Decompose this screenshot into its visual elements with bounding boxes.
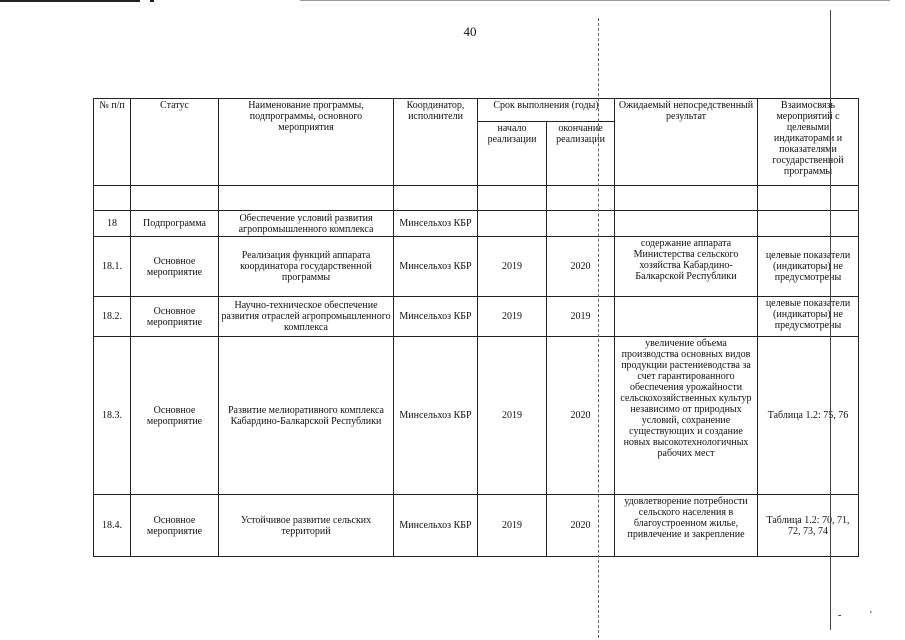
- spacer-row: [94, 186, 859, 211]
- header-row: [94, 99, 859, 122]
- row-name: Реализация функций аппарата координатора государственной программы: [219, 237, 394, 297]
- row-result: удовлетворение потребности сельского населения в благоустроенном жилье, привлечение и закрепление: [615, 495, 758, 557]
- table-row: [94, 337, 859, 495]
- table-row: [94, 495, 859, 557]
- spacer-cell: [615, 186, 758, 211]
- spacer-cell: [758, 186, 859, 211]
- spacer-cell: [131, 186, 219, 211]
- header-relation: Взаимосвязь мероприятий с целевыми индикаторами и показателями государственной программы: [758, 99, 859, 186]
- spacer-cell: [219, 186, 394, 211]
- row-end: 2020: [547, 337, 615, 495]
- top-rule-mark: [150, 0, 154, 2]
- spacer-cell: [478, 186, 547, 211]
- header-name: Наименование программы, подпрограммы, основного мероприятия: [219, 99, 394, 186]
- header-start: начало реализации: [478, 122, 547, 186]
- row-end: 2019: [547, 297, 615, 337]
- row-num: 18: [94, 211, 131, 237]
- row-result: [615, 297, 758, 337]
- row-end: 2020: [547, 495, 615, 557]
- row-end: 2020: [547, 237, 615, 297]
- header-result: Ожидаемый непосредственный результат: [615, 99, 758, 186]
- row-status: Основное мероприятие: [131, 237, 219, 297]
- row-start: 2019: [478, 297, 547, 337]
- row-status: Основное мероприятие: [131, 495, 219, 557]
- row-name: Обеспечение условий развития агропромышленного комплекса: [219, 211, 394, 237]
- row-status: Основное мероприятие: [131, 297, 219, 337]
- row-num: 18.4.: [94, 495, 131, 557]
- header-status: Статус: [131, 99, 219, 186]
- row-status: Основное мероприятие: [131, 337, 219, 495]
- row-relation: целевые показатели (индикаторы) не предусмотрены: [758, 237, 859, 297]
- top-rule-thin: [300, 0, 890, 1]
- row-relation: целевые показатели (индикаторы) не предусмотрены: [758, 297, 859, 337]
- row-start: 2019: [478, 237, 547, 297]
- row-relation: Таблица 1.2: 70, 71, 72, 73, 74: [758, 495, 859, 557]
- row-num: 18.3.: [94, 337, 131, 495]
- header-term: Срок выполнения (годы): [478, 99, 615, 122]
- header-coordinator: Координатор, исполнители: [394, 99, 478, 186]
- row-num: 18.1.: [94, 237, 131, 297]
- spacer-cell: [94, 186, 131, 211]
- row-start: [478, 211, 547, 237]
- row-result: содержание аппарата Министерства сельского хозяйства Кабардино-Балкарской Республики: [615, 237, 758, 297]
- row-status: Подпрограмма: [131, 211, 219, 237]
- table-row: [94, 211, 859, 237]
- row-end: [547, 211, 615, 237]
- program-table: [93, 98, 859, 557]
- scan-mark: ': [870, 610, 872, 621]
- row-coordinator: Минсельхоз КБР: [394, 237, 478, 297]
- header-end: окончание реализации: [547, 122, 615, 186]
- row-coordinator: Минсельхоз КБР: [394, 297, 478, 337]
- page-number: 40: [463, 24, 477, 39]
- scan-mark: -: [838, 610, 842, 621]
- row-num: 18.2.: [94, 297, 131, 337]
- row-relation: Таблица 1.2: 75, 76: [758, 337, 859, 495]
- spacer-cell: [394, 186, 478, 211]
- table-row: [94, 237, 859, 297]
- row-result: [615, 211, 758, 237]
- top-rule: [0, 0, 140, 2]
- row-name: Устойчивое развитие сельских территорий: [219, 495, 394, 557]
- row-start: 2019: [478, 495, 547, 557]
- row-start: 2019: [478, 337, 547, 495]
- row-name: Научно-техническое обеспечение развития отраслей агропромышленного комплекса: [219, 297, 394, 337]
- row-coordinator: Минсельхоз КБР: [394, 337, 478, 495]
- spacer-cell: [547, 186, 615, 211]
- row-result: увеличение объема производства основных видов продукции растениеводства за счет гарантированного обеспечения урожайности сельскохозяйственных культур независимо от природных условий, сохранение существующих и создание новых высокотехнологичных рабочих мест: [615, 337, 758, 495]
- header-num: № п/п: [94, 99, 131, 186]
- table-row: [94, 297, 859, 337]
- row-coordinator: Минсельхоз КБР: [394, 495, 478, 557]
- scan-edge-line: [830, 10, 831, 630]
- scan-fold-line: [598, 18, 599, 638]
- row-name: Развитие мелиоративного комплекса Кабардино-Балкарской Республики: [219, 337, 394, 495]
- row-relation: [758, 211, 859, 237]
- row-coordinator: Минсельхоз КБР: [394, 211, 478, 237]
